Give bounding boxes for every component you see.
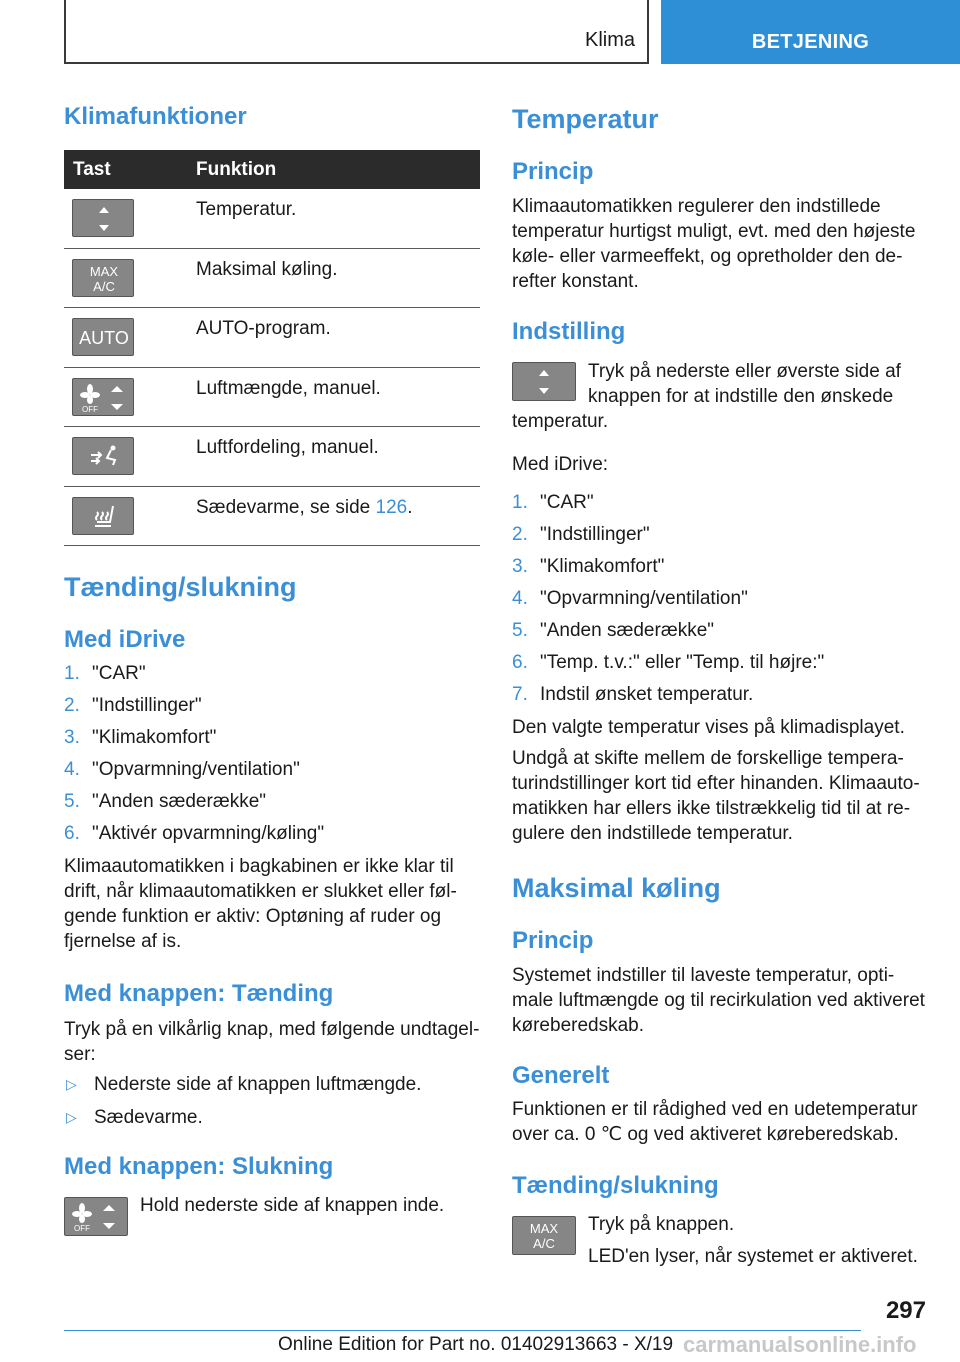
- list-item[interactable]: 2. "Indstillinger": [64, 695, 202, 716]
- paragraph-undgaa: Undgå at skifte mellem de forskellige tempera- turindstillinger kort tid efter hinanden. Klimaauto- matikken har ellers ikke tilstrækkelig tid til at re- gulere den indstillede temperatur.: [512, 748, 920, 844]
- watermark-text: carmanualsonline.info: [683, 1332, 917, 1357]
- list-item[interactable]: 5. "Anden sæderække": [64, 791, 267, 812]
- taending-line-2: LED'en lyser, når systemet er aktiveret.: [588, 1246, 918, 1267]
- header-section-title: Klima: [584, 29, 635, 51]
- table-cell-function: [196, 497, 413, 519]
- heading-princip: Princip: [512, 927, 594, 954]
- table-header-function: Funktion: [196, 159, 277, 180]
- auto-key-icon: [72, 318, 134, 356]
- list-item[interactable]: 7. Indstil ønsket temperatur.: [512, 684, 754, 705]
- paragraph-indstilling: Tryk på nederste eller øverste side af knappen for at indstille den ønskede: [588, 361, 901, 407]
- fan-key-off-label: OFF: [82, 404, 98, 414]
- table-row: [64, 487, 480, 547]
- list-item[interactable]: 6. "Temp. t.v.:" eller "Temp. til højre:": [512, 652, 825, 673]
- heading-knap-slukning: Med knappen: Slukning: [64, 1153, 334, 1180]
- paragraph-indstilling-tail: temperatur.: [512, 411, 609, 432]
- temperature-rocker-key-icon: [512, 362, 576, 401]
- list-item: ▷ Sædevarme.: [64, 1101, 480, 1134]
- list-item[interactable]: 2. "Indstillinger": [512, 524, 650, 545]
- triangle-bullet-icon: ▷: [66, 1076, 77, 1092]
- table-row: [64, 427, 480, 487]
- table-cell-function: Luftmængde, manuel.: [196, 377, 381, 399]
- list-item[interactable]: 6. "Aktivér opvarmning/køling": [64, 823, 325, 844]
- air-distribution-key-icon: [72, 437, 134, 475]
- list-item[interactable]: 4. "Opvarmning/ventilation": [512, 588, 748, 609]
- page-link-126[interactable]: 126: [375, 496, 408, 518]
- seat-heating-suffix: .: [407, 496, 413, 518]
- exception-bullets: [64, 1068, 480, 1134]
- paragraph-vises: Den valgte temperatur vises på klimadisplayet.: [512, 717, 905, 738]
- table-cell-function: Luftfordeling, manuel.: [196, 437, 379, 458]
- list-item[interactable]: 3. "Klimakomfort": [64, 727, 217, 748]
- fan-rocker-key-icon: [72, 378, 134, 416]
- list-item[interactable]: 1. "CAR": [64, 663, 146, 684]
- list-item: ▷ Nederste side af knappen luftmængde.: [64, 1068, 480, 1101]
- table-cell-function: AUTO-program.: [196, 318, 331, 339]
- idrive-steps-list: [64, 658, 480, 850]
- paragraph-knap-taending: Tryk på en vilkårlig knap, med følgende undtagel- ser:: [64, 1019, 480, 1065]
- page-number: 297: [885, 1297, 926, 1324]
- table-cell-function: Maksimal køling.: [196, 258, 338, 280]
- heading-med-idrive: Med iDrive: [64, 626, 186, 653]
- table-header: [64, 150, 480, 189]
- heading-klimafunktioner: Klimafunktioner: [64, 103, 247, 130]
- header-chapter-label: BETJENING: [751, 31, 870, 53]
- table-row: [64, 189, 480, 249]
- heading-indstilling: Indstilling: [512, 318, 626, 345]
- table-header-key: Tast: [73, 159, 111, 180]
- max-ac-key-icon: [512, 1216, 576, 1255]
- fan-key-off-label: OFF: [74, 1224, 90, 1233]
- max-ac-key-icon: [72, 259, 134, 297]
- temperature-rocker-key-icon: [72, 199, 134, 237]
- heading-generelt: Generelt: [512, 1062, 610, 1089]
- heading-taending-slukning: Tænding/slukning: [64, 572, 297, 602]
- table-cell-function: Temperatur.: [196, 199, 297, 220]
- header-chapter-tab[interactable]: [661, 0, 960, 64]
- triangle-bullet-icon: ▷: [66, 1109, 77, 1125]
- list-item[interactable]: 4. "Opvarmning/ventilation": [64, 759, 300, 780]
- climate-functions-table: [64, 150, 480, 546]
- taending-line-1: Tryk på knappen.: [588, 1214, 735, 1235]
- paragraph-bagkabine: Klimaautomatikken i bagkabinen er ikke klar til drift, når klimaautomatikken er slukket eller føl- gende funktion er aktiv: Optøning af ruder og fjernelse af is.: [64, 856, 457, 952]
- temperature-steps-list: [512, 487, 942, 711]
- fan-rocker-key-icon: [64, 1197, 128, 1236]
- max-ac-key-label-max: MAX: [529, 1221, 559, 1236]
- list-item[interactable]: 5. "Anden sæderække": [512, 620, 715, 641]
- footer-divider: [64, 1330, 861, 1331]
- auto-key-label: AUTO: [79, 328, 129, 348]
- heading-temperatur: Temperatur: [512, 104, 659, 134]
- seat-heating-key-icon: [72, 497, 134, 535]
- heading-maksimal-koeling: Maksimal køling: [512, 873, 721, 903]
- paragraph-princip-temperatur: Klimaautomatikken regulerer den indstillede temperatur hurtigst muligt, evt. med den højeste køle- eller varmeeffekt, og opretholder den de- refter konstant.: [512, 196, 916, 292]
- max-ac-key-label-ac: A/C: [93, 278, 115, 294]
- table-row: [64, 368, 480, 428]
- heading-princip: Princip: [512, 158, 594, 185]
- heading-taending-slukning-maks: Tænding/slukning: [512, 1172, 719, 1199]
- header-section-box: [64, 0, 649, 64]
- list-item[interactable]: 1. "CAR": [512, 492, 594, 513]
- max-ac-key-label-ac: A/C: [533, 1236, 555, 1251]
- paragraph-princip-maks: Systemet indstiller til laveste temperatur, opti- male luftmængde og til recirkulation ved aktiveret køreberedskab.: [512, 965, 925, 1036]
- slukning-text: Hold nederste side af knappen inde.: [140, 1195, 445, 1216]
- label-med-idrive: Med iDrive:: [512, 454, 609, 475]
- list-item[interactable]: 3. "Klimakomfort": [512, 556, 665, 577]
- seat-heating-text: Sædevarme, se side: [196, 496, 376, 518]
- table-row: [64, 308, 480, 368]
- max-ac-key-label-max: MAX: [89, 263, 119, 279]
- table-row: [64, 249, 480, 309]
- heading-knap-taending: Med knappen: Tænding: [64, 980, 334, 1007]
- paragraph-generelt: Funktionen er til rådighed ved en udetemperatur over ca. 0 ℃ og ved aktiveret køreberedskab.: [512, 1099, 918, 1145]
- edition-text: Online Edition for Part no. 01402913663 - X/19: [278, 1334, 674, 1355]
